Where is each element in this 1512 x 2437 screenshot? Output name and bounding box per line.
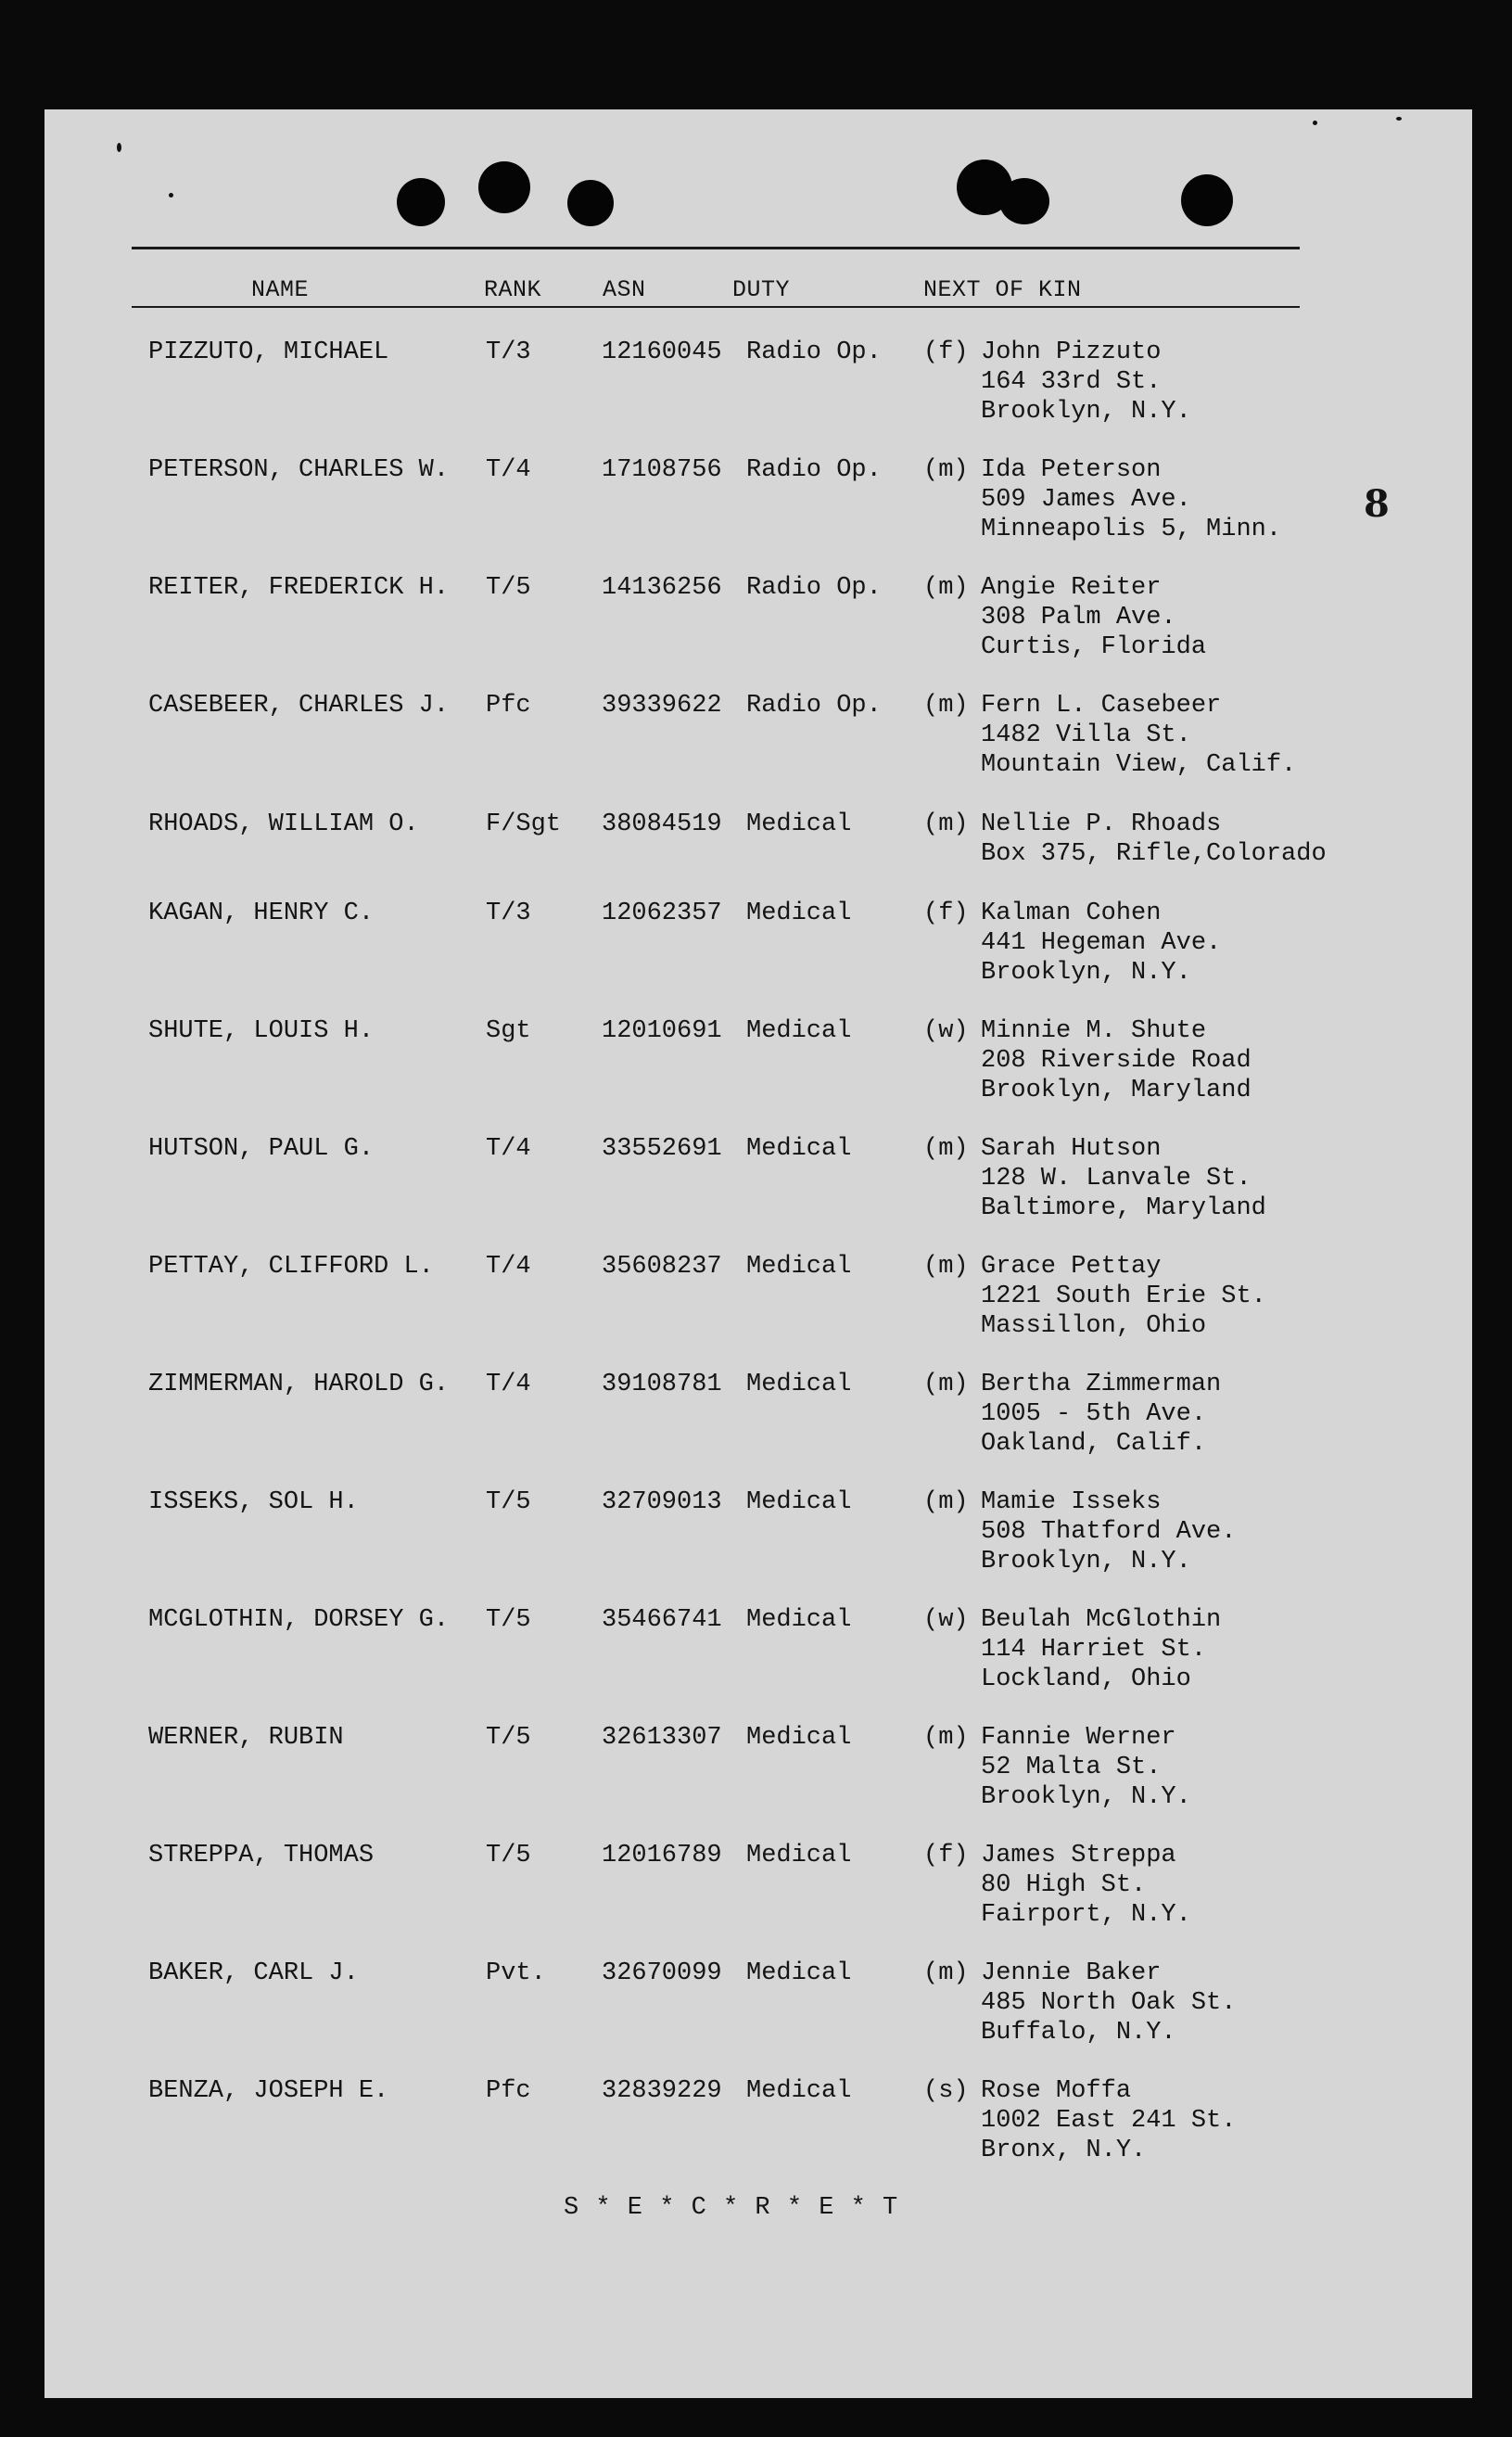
next-of-kin-line: Mountain View, Calif. [981, 751, 1297, 779]
name-cell: CASEBEER, CHARLES J. [148, 692, 450, 720]
asn-cell: 38084519 [602, 810, 722, 838]
header-asn: ASN [603, 276, 646, 303]
asn-cell: 39108781 [602, 1371, 722, 1398]
next-of-kin-cell [981, 1841, 1191, 1930]
rank-cell: T/3 [486, 338, 531, 366]
next-of-kin-line: Brooklyn, N.Y. [981, 1783, 1191, 1811]
next-of-kin-line: Nellie P. Rhoads [981, 810, 1222, 838]
rank-cell: Pfc [486, 2077, 531, 2105]
asn-cell: 32709013 [602, 1488, 722, 1516]
name-cell: SHUTE, LOUIS H. [148, 1017, 375, 1045]
rank-cell: T/3 [486, 900, 531, 927]
next-of-kin-cell [981, 573, 1206, 662]
rank-cell: T/5 [486, 1724, 531, 1752]
speck [117, 143, 121, 152]
next-of-kin-line: 1005 - 5th Ave. [981, 1400, 1207, 1428]
next-of-kin-cell [981, 1723, 1191, 1812]
speck [169, 193, 173, 198]
next-of-kin-line: Jennie Baker [981, 1959, 1162, 1987]
name-cell: PETTAY, CLIFFORD L. [148, 1253, 434, 1281]
next-of-kin-cell [981, 338, 1191, 427]
punch-hole [567, 180, 614, 226]
header-rule [132, 306, 1300, 308]
next-of-kin-line: Oakland, Calif. [981, 1430, 1207, 1458]
next-of-kin-line: 128 W. Lanvale St. [981, 1165, 1252, 1193]
name-cell: PETERSON, CHARLES W. [148, 456, 450, 484]
next-of-kin-line: 308 Palm Ave. [981, 604, 1176, 632]
next-of-kin-line: Curtis, Florida [981, 633, 1207, 661]
next-of-kin-line: 509 James Ave. [981, 486, 1191, 514]
relation-cell: (m) [923, 1488, 969, 1516]
rank-cell: Pfc [486, 692, 531, 720]
document-page [44, 109, 1472, 2398]
name-cell: WERNER, RUBIN [148, 1724, 344, 1752]
name-cell: KAGAN, HENRY C. [148, 900, 375, 927]
relation-cell: (s) [923, 2077, 969, 2105]
duty-cell: Medical [746, 1017, 852, 1045]
header-name: NAME [251, 276, 310, 303]
duty-cell: Radio Op. [746, 338, 882, 366]
duty-cell: Medical [746, 810, 852, 838]
next-of-kin-cell [981, 1605, 1221, 1694]
duty-cell: Medical [746, 2077, 852, 2105]
relation-cell: (f) [923, 338, 969, 366]
next-of-kin-line: Fannie Werner [981, 1724, 1176, 1752]
asn-cell: 32670099 [602, 1959, 722, 1987]
name-cell: BENZA, JOSEPH E. [148, 2077, 389, 2105]
duty-cell: Medical [746, 1253, 852, 1281]
asn-cell: 33552691 [602, 1135, 722, 1163]
asn-cell: 12010691 [602, 1017, 722, 1045]
name-cell: ISSEKS, SOL H. [148, 1488, 359, 1516]
duty-cell: Radio Op. [746, 692, 882, 720]
name-cell: BAKER, CARL J. [148, 1959, 359, 1987]
rank-cell: F/Sgt [486, 810, 562, 838]
rank-cell: T/4 [486, 1253, 531, 1281]
next-of-kin-line: Grace Pettay [981, 1253, 1162, 1281]
page-number: 8 [1364, 482, 1390, 526]
next-of-kin-line: 508 Thatford Ave. [981, 1518, 1237, 1546]
next-of-kin-line: Box 375, Rifle,Colorado [981, 840, 1327, 868]
next-of-kin-line: Bertha Zimmerman [981, 1371, 1222, 1398]
next-of-kin-line: 52 Malta St. [981, 1754, 1162, 1781]
punch-hole [999, 178, 1049, 224]
speck [1396, 117, 1402, 121]
next-of-kin-cell [981, 2076, 1236, 2165]
asn-cell: 35608237 [602, 1253, 722, 1281]
header-rank: RANK [484, 276, 542, 303]
next-of-kin-line: Brooklyn, N.Y. [981, 398, 1191, 426]
punch-hole [397, 178, 445, 226]
next-of-kin-line: James Streppa [981, 1842, 1176, 1869]
next-of-kin-line: 80 High St. [981, 1871, 1147, 1899]
duty-cell: Radio Op. [746, 456, 882, 484]
next-of-kin-line: John Pizzuto [981, 338, 1162, 366]
next-of-kin-cell [981, 1252, 1266, 1341]
punch-hole [478, 161, 530, 213]
speck [1313, 121, 1317, 125]
next-of-kin-line: Kalman Cohen [981, 900, 1162, 927]
next-of-kin-line: 164 33rd St. [981, 368, 1162, 396]
next-of-kin-cell [981, 899, 1221, 988]
next-of-kin-line: Buffalo, N.Y. [981, 2019, 1176, 2047]
relation-cell: (m) [923, 1135, 969, 1163]
asn-cell: 14136256 [602, 574, 722, 602]
asn-cell: 32839229 [602, 2077, 722, 2105]
rank-cell: T/5 [486, 574, 531, 602]
next-of-kin-line: Fern L. Casebeer [981, 692, 1222, 720]
rank-cell: T/5 [486, 1488, 531, 1516]
duty-cell: Medical [746, 1135, 852, 1163]
next-of-kin-line: Ida Peterson [981, 456, 1162, 484]
asn-cell: 12160045 [602, 338, 722, 366]
relation-cell: (f) [923, 1842, 969, 1869]
relation-cell: (m) [923, 574, 969, 602]
duty-cell: Medical [746, 900, 852, 927]
duty-cell: Medical [746, 1842, 852, 1869]
next-of-kin-line: Massillon, Ohio [981, 1312, 1207, 1340]
header-duty: DUTY [732, 276, 791, 303]
next-of-kin-line: Beulah McGlothin [981, 1606, 1222, 1634]
rank-cell: Sgt [486, 1017, 531, 1045]
rank-cell: T/5 [486, 1842, 531, 1869]
name-cell: RHOADS, WILLIAM O. [148, 810, 419, 838]
name-cell: MCGLOTHIN, DORSEY G. [148, 1606, 450, 1634]
relation-cell: (m) [923, 810, 969, 838]
name-cell: HUTSON, PAUL G. [148, 1135, 375, 1163]
next-of-kin-line: Minnie M. Shute [981, 1017, 1207, 1045]
relation-cell: (w) [923, 1606, 969, 1634]
punch-hole [1181, 174, 1233, 226]
duty-cell: Medical [746, 1488, 852, 1516]
relation-cell: (m) [923, 1724, 969, 1752]
next-of-kin-line: 208 Riverside Road [981, 1047, 1252, 1075]
relation-cell: (f) [923, 900, 969, 927]
duty-cell: Radio Op. [746, 574, 882, 602]
next-of-kin-cell [981, 1134, 1266, 1223]
next-of-kin-line: Angie Reiter [981, 574, 1162, 602]
header-next-of-kin: NEXT OF KIN [923, 276, 1082, 303]
relation-cell: (m) [923, 1253, 969, 1281]
name-cell: ZIMMERMAN, HAROLD G. [148, 1371, 450, 1398]
next-of-kin-line: Fairport, N.Y. [981, 1901, 1191, 1929]
next-of-kin-line: 1482 Villa St. [981, 721, 1191, 749]
asn-cell: 12016789 [602, 1842, 722, 1869]
rank-cell: T/4 [486, 456, 531, 484]
next-of-kin-line: Mamie Isseks [981, 1488, 1162, 1516]
relation-cell: (m) [923, 1959, 969, 1987]
asn-cell: 12062357 [602, 900, 722, 927]
next-of-kin-line: Lockland, Ohio [981, 1665, 1191, 1693]
next-of-kin-line: Brooklyn, N.Y. [981, 1548, 1191, 1576]
next-of-kin-line: Minneapolis 5, Minn. [981, 516, 1282, 543]
next-of-kin-cell [981, 455, 1281, 544]
name-cell: REITER, FREDERICK H. [148, 574, 450, 602]
next-of-kin-cell [981, 691, 1296, 780]
top-rule [132, 247, 1300, 249]
next-of-kin-line: 1002 East 241 St. [981, 2107, 1237, 2135]
classification-marking: S * E * C * R * E * T [564, 2194, 899, 2222]
next-of-kin-line: 1221 South Erie St. [981, 1282, 1266, 1310]
relation-cell: (m) [923, 692, 969, 720]
duty-cell: Medical [746, 1959, 852, 1987]
next-of-kin-cell [981, 1370, 1221, 1459]
asn-cell: 39339622 [602, 692, 722, 720]
next-of-kin-line: 114 Harriet St. [981, 1636, 1207, 1664]
next-of-kin-line: Brooklyn, Maryland [981, 1077, 1252, 1104]
next-of-kin-cell [981, 1016, 1252, 1105]
relation-cell: (m) [923, 1371, 969, 1398]
next-of-kin-cell [981, 810, 1327, 869]
duty-cell: Medical [746, 1724, 852, 1752]
duty-cell: Medical [746, 1371, 852, 1398]
next-of-kin-line: Rose Moffa [981, 2077, 1132, 2105]
next-of-kin-line: Baltimore, Maryland [981, 1194, 1266, 1222]
asn-cell: 17108756 [602, 456, 722, 484]
next-of-kin-line: 441 Hegeman Ave. [981, 929, 1222, 957]
relation-cell: (w) [923, 1017, 969, 1045]
next-of-kin-line: Brooklyn, N.Y. [981, 959, 1191, 987]
duty-cell: Medical [746, 1606, 852, 1634]
rank-cell: T/5 [486, 1606, 531, 1634]
next-of-kin-line: Bronx, N.Y. [981, 2137, 1147, 2164]
rank-cell: Pvt. [486, 1959, 546, 1987]
next-of-kin-line: 485 North Oak St. [981, 1989, 1237, 2017]
rank-cell: T/4 [486, 1135, 531, 1163]
next-of-kin-cell [981, 1487, 1236, 1576]
name-cell: STREPPA, THOMAS [148, 1842, 375, 1869]
asn-cell: 32613307 [602, 1724, 722, 1752]
next-of-kin-line: Sarah Hutson [981, 1135, 1162, 1163]
relation-cell: (m) [923, 456, 969, 484]
asn-cell: 35466741 [602, 1606, 722, 1634]
rank-cell: T/4 [486, 1371, 531, 1398]
next-of-kin-cell [981, 1959, 1236, 2048]
name-cell: PIZZUTO, MICHAEL [148, 338, 389, 366]
